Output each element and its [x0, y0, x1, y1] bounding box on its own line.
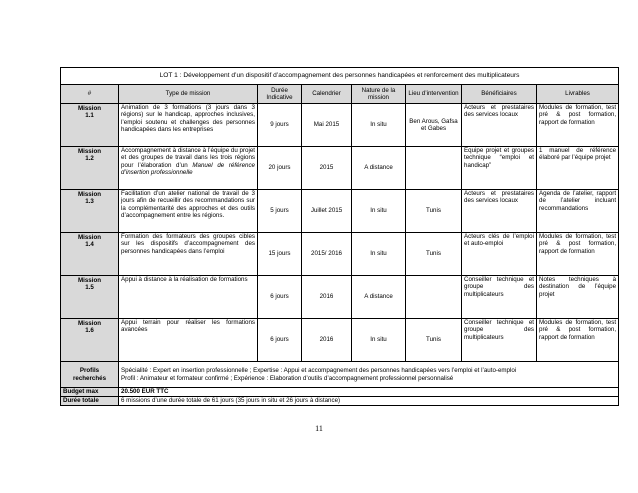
mission-duree: 5 jours: [258, 190, 302, 233]
duree-totale-label: Durée totale: [61, 397, 119, 406]
mission-beneficiaires: Acteurs et prestataires des services locaux: [462, 104, 537, 147]
mission-lieu: Ben Arous, Gafsa et Gabes: [406, 104, 462, 147]
mission-nature: In situ: [352, 190, 406, 233]
mission-id: Mission 1.4: [61, 233, 119, 276]
budget-label: Budget max: [61, 388, 119, 397]
mission-id: Mission 1.6: [61, 319, 119, 362]
lot-title: LOT 1 : Développement d’un dispositif d’accompagnement des personnes handicapées et renforcement des multiplicateurs: [61, 68, 619, 85]
duree-totale-row: [61, 397, 619, 406]
profils-row: [61, 362, 619, 388]
table-row: [61, 319, 619, 362]
budget-row: [61, 388, 619, 397]
mission-beneficiaires: Acteurs clés de l’emploi et auto-emploi: [462, 233, 537, 276]
mission-lieu: [406, 276, 462, 319]
table-row: [61, 190, 619, 233]
mission-type: Animation de 3 formations (3 jours dans 3 régions) sur le handicap, approches inclusives, l’emploi soutenu et challenges des personnes handicapées dans les entreprises: [119, 104, 258, 147]
mission-calendrier: 2015: [302, 147, 352, 190]
budget-value: 20.500 EUR TTC: [119, 388, 619, 397]
mission-calendrier: 2015/ 2016: [302, 233, 352, 276]
mission-duree: 15 jours: [258, 233, 302, 276]
header-nature: Nature de la mission: [352, 85, 406, 104]
mission-beneficiaires: Conseiller technique et groupe des multiplicateurs: [462, 276, 537, 319]
mission-duree: 20 jours: [258, 147, 302, 190]
mission-duree: 9 jours: [258, 104, 302, 147]
mission-duree: 6 jours: [258, 319, 302, 362]
header-number: #: [61, 85, 119, 104]
mission-calendrier: Juillet 2015: [302, 190, 352, 233]
mission-calendrier: 2016: [302, 276, 352, 319]
mission-type: Accompagnement à distance à l’équipe du projet et des groupes de travail dans les trois régions pour l’élaboration d’un Manuel de référence d’insertion professionnelle: [119, 147, 258, 190]
mission-id: Mission 1.5: [61, 276, 119, 319]
mission-type: Formation des formateurs des groupes cibles sur les dispositifs d’accompagnement des personnes handicapées dans l’emploi: [119, 233, 258, 276]
mission-livrables: 1 manuel de référence élaboré par l’équipe projet: [537, 147, 619, 190]
profils-content: [119, 362, 619, 388]
header-duree: Durée Indicative: [258, 85, 302, 104]
mission-beneficiaires: Conseiller technique et groupe des multiplicateurs: [462, 319, 537, 362]
mission-calendrier: Mai 2015: [302, 104, 352, 147]
mission-id: Mission 1.1: [61, 104, 119, 147]
mission-duree: 6 jours: [258, 276, 302, 319]
mission-lieu: [406, 147, 462, 190]
mission-nature: In situ: [352, 319, 406, 362]
mission-id: Mission 1.3: [61, 190, 119, 233]
mission-livrables: Modules de formation, test pré & post formation, rapport de formation: [537, 104, 619, 147]
mission-beneficiaires: Acteurs et prestataires des services locaux: [462, 190, 537, 233]
profils-label: Profils recherchés: [61, 362, 119, 388]
lot-table: [60, 67, 619, 406]
mission-calendrier: 2016: [302, 319, 352, 362]
table-row: [61, 276, 619, 319]
mission-nature: A distance: [352, 276, 406, 319]
duree-totale-value: 6 missions d’une durée totale de 61 jours (35 jours in situ et 26 jours à distance): [119, 397, 619, 406]
mission-livrables: Modules de formation, test pré & post formation, rapport de formation: [537, 319, 619, 362]
mission-nature: A distance: [352, 147, 406, 190]
mission-lieu: Tunis: [406, 233, 462, 276]
mission-livrables: Agenda de l’atelier, rapport de l’atelier incluant recommandations: [537, 190, 619, 233]
mission-type: Appui à distance à la réalisation de formations: [119, 276, 258, 319]
table-row: [61, 147, 619, 190]
mission-id: Mission 1.2: [61, 147, 119, 190]
manual-title: Manuel de référence d’insertion professionnelle: [121, 161, 255, 177]
header-row: [61, 85, 619, 104]
mission-type: Facilitation d’un atelier national de travail de 3 jours afin de recueillir des recommandations sur la complémentarité des approches et des outils d’accompagnement entre les régions.: [119, 190, 258, 233]
table-row: [61, 233, 619, 276]
profils-line-2: Profil : Animateur et formateur confirmé ; Expérience : Elaboration d’outils d’accompagnement professionnel personnalisé: [121, 374, 454, 382]
mission-type: Appui terrain pour réaliser les formations avancées: [119, 319, 258, 362]
header-lieu: Lieu d’intervention: [406, 85, 462, 104]
mission-livrables: Modules de formation, test pré & post formation, rapport de formation: [537, 233, 619, 276]
header-type: Type de mission: [119, 85, 258, 104]
mission-beneficiaires: Equipe projet et groupes technique “emploi et handicap”: [462, 147, 537, 190]
header-beneficiaires: Bénéficiaires: [462, 85, 537, 104]
header-calendrier: Calendrier: [302, 85, 352, 104]
profils-line-1: Spécialité : Expert en insertion professionnelle ; Expertise : Appui et accompagnement des personnes handicapées vers l’emploi et l’auto-emploi: [121, 367, 517, 375]
table-row: [61, 104, 619, 147]
mission-livrables: Notes techniques à destination de l’équipe projet: [537, 276, 619, 319]
mission-nature: In situ: [352, 104, 406, 147]
header-livrables: Livrables: [537, 85, 619, 104]
mission-nature: In situ: [352, 233, 406, 276]
page-number: 11: [315, 424, 323, 433]
mission-lieu: Tunis: [406, 190, 462, 233]
mission-lieu: Tunis: [406, 319, 462, 362]
